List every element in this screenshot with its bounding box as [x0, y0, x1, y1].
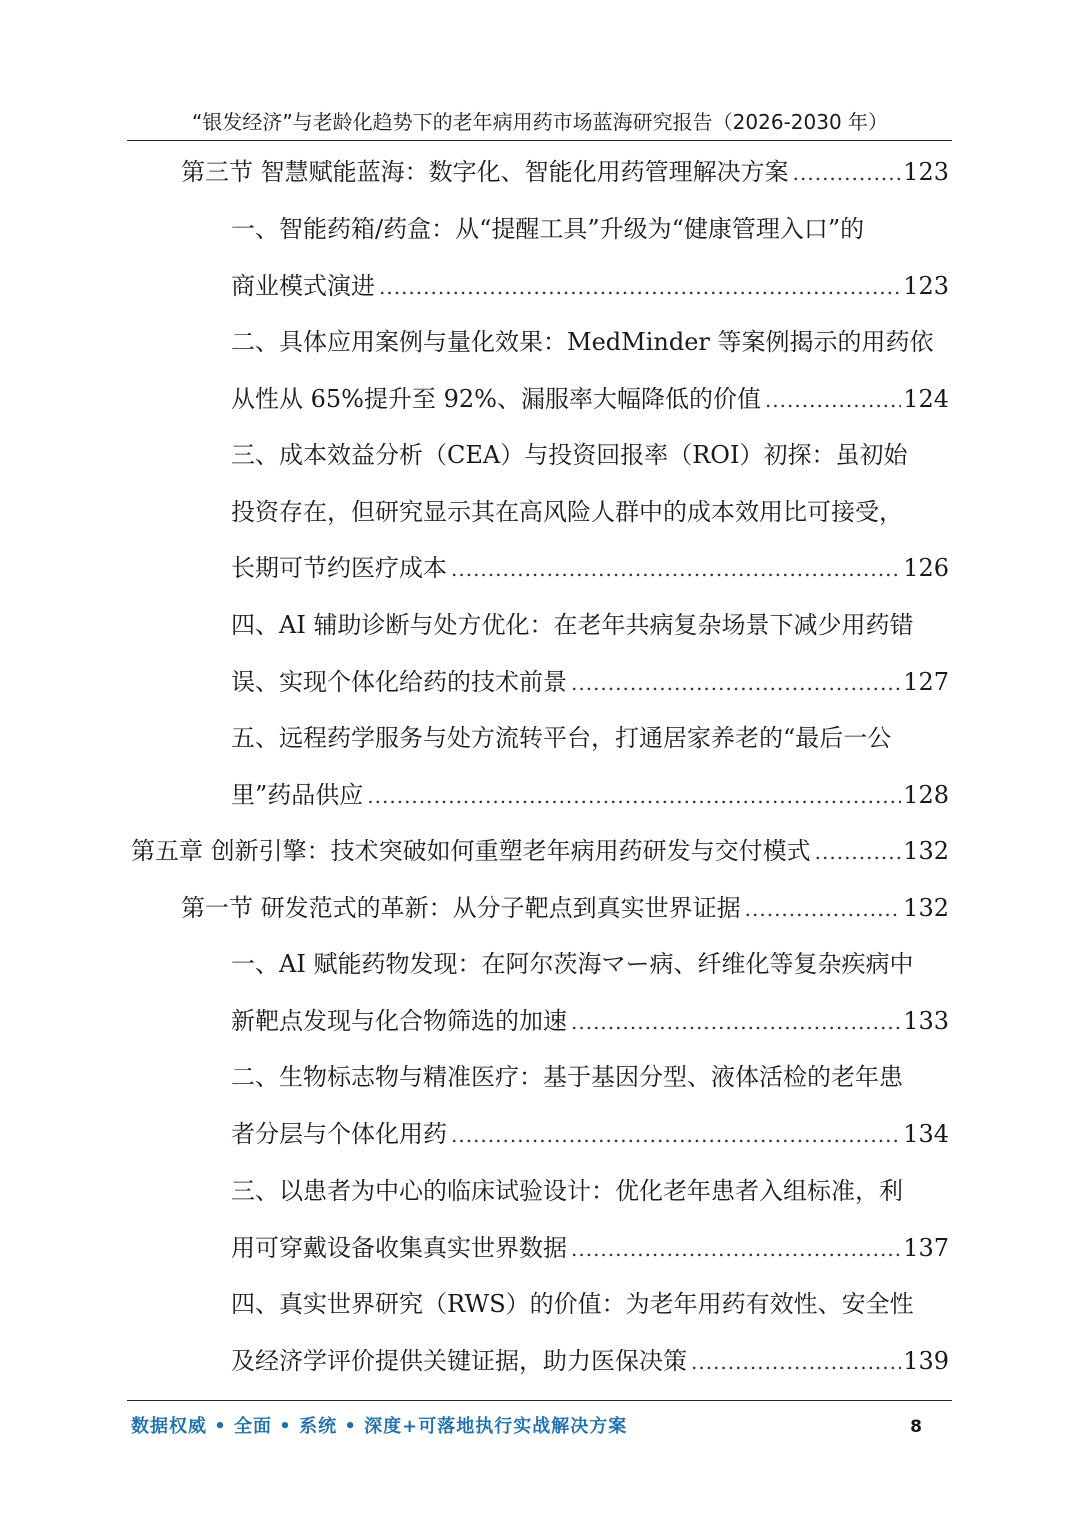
toc-entry-title: 三、成本效益分析（CEA）与投资回报率（ROI）初探：虽初始 — [231, 441, 908, 469]
toc-leader-dots — [451, 552, 901, 586]
footer-divider — [127, 1400, 952, 1401]
toc-entry-title: 新靶点发现与化合物筛选的加速 — [231, 1006, 567, 1035]
toc-entry[interactable] — [231, 1060, 949, 1173]
toc-leader-dots — [379, 270, 901, 304]
toc-entry-title: 一、智能药箱/药盒：从“提醒工具”升级为“健康管理入口”的 — [231, 215, 865, 243]
footer-page-number: 8 — [910, 1417, 922, 1437]
toc-leader-dots — [451, 1118, 901, 1152]
toc-entry-title: 五、远程药学服务与处方流转平台，打通居家养老的“最后一公 — [231, 724, 892, 752]
toc-entry[interactable] — [231, 608, 949, 721]
toc-entry-title: 第五章 创新引擎：技术突破如何重塑老年病用药研发与交付模式 — [131, 837, 811, 865]
toc-page-number: 133 — [903, 1006, 949, 1035]
toc-entry-title: 者分层与个体化用药 — [231, 1119, 447, 1148]
toc-entry-title: 及经济学评价提供关键证据，助力医保决策 — [231, 1346, 687, 1375]
toc-entry[interactable] — [231, 721, 949, 834]
toc-page-number: 123 — [903, 158, 949, 186]
toc-entry-title: 投资存在，但研究显示其在高风险人群中的成本效用比可接受， — [231, 497, 903, 526]
toc-entry-title: 一、AI 赋能药物发现：在阿尔茨海マー病、纤维化等复杂疾病中 — [231, 950, 914, 978]
toc-page-number: 134 — [903, 1119, 949, 1148]
toc-entry[interactable] — [181, 155, 949, 212]
toc-entry-title: 长期可节约医疗成本 — [231, 554, 447, 583]
toc-page-number: 128 — [903, 780, 949, 809]
toc-leader-dots — [571, 1232, 901, 1266]
toc-entry-title: 二、具体应用案例与量化效果：MedMinder 等案例揭示的用药依 — [231, 328, 934, 356]
toc-page-number: 139 — [903, 1346, 949, 1375]
footer-slogan: 数据权威 • 全面 • 系统 • 深度+可落地执行实战解决方案 — [131, 1416, 628, 1437]
toc-entry-title: 商业模式演进 — [231, 271, 375, 300]
toc-page-number: 137 — [903, 1233, 949, 1262]
toc-leader-dots — [691, 1345, 901, 1379]
toc-entry[interactable] — [231, 947, 949, 1060]
toc-entry-title: 第一节 研发范式的革新：从分子靶点到真实世界证据 — [181, 894, 741, 922]
header-divider — [127, 140, 952, 141]
toc-entry[interactable] — [231, 325, 949, 438]
toc-entry-title: 第三节 智慧赋能蓝海：数字化、智能化用药管理解决方案 — [181, 158, 789, 186]
toc-entry[interactable] — [231, 1287, 949, 1400]
toc-entry[interactable] — [181, 891, 949, 948]
toc-entry-title: 里”药品供应 — [231, 780, 364, 809]
toc-entry-title: 误、实现个体化给药的技术前景 — [231, 667, 567, 696]
toc-entry[interactable] — [231, 212, 949, 325]
toc-entry-title: 三、以患者为中心的临床试验设计：优化老年患者入组标准，利 — [231, 1177, 903, 1205]
toc-page-number: 132 — [903, 894, 949, 922]
toc-leader-dots — [367, 779, 901, 813]
toc-entry[interactable] — [231, 438, 949, 608]
report-title: “银发经济”与老龄化趋势下的老年病用药市场蓝海研究报告（2026-2030 年） — [191, 110, 889, 134]
toc-entry[interactable] — [131, 834, 949, 891]
toc-leader-dots — [745, 892, 902, 926]
toc-leader-dots — [571, 1005, 901, 1039]
toc-leader-dots — [765, 383, 901, 417]
toc-page-number: 127 — [903, 667, 949, 696]
toc-page-number: 123 — [903, 271, 949, 300]
toc-entry-title: 二、生物标志物与精准医疗：基于基因分型、液体活检的老年患 — [231, 1063, 903, 1091]
toc-page-number: 124 — [903, 384, 949, 413]
toc-leader-dots — [571, 666, 901, 700]
toc-page-number: 126 — [903, 554, 949, 583]
toc-entry-title: 四、真实世界研究（RWS）的价值：为老年用药有效性、安全性 — [231, 1290, 914, 1318]
toc-entry-title: 四、AI 辅助诊断与处方优化：在老年共病复杂场景下减少用药错 — [231, 611, 914, 639]
toc-entry[interactable] — [231, 1174, 949, 1287]
toc-leader-dots — [815, 835, 902, 869]
toc-page-number: 132 — [903, 837, 949, 865]
toc-entry-title: 从性从 65%提升至 92%、漏服率大幅降低的价值 — [231, 384, 761, 413]
toc-entry-title: 用可穿戴设备收集真实世界数据 — [231, 1233, 567, 1262]
toc-leader-dots — [793, 156, 902, 190]
